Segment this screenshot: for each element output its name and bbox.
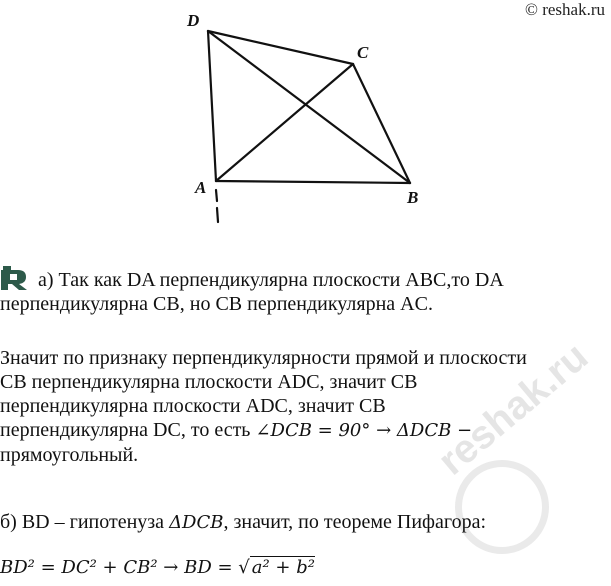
watermark-text: reshak.ru <box>430 334 597 484</box>
copyright-notice: © reshak.ru <box>525 0 605 19</box>
paragraph-a-line-1 <box>0 266 611 292</box>
sqrt-expression <box>238 556 315 580</box>
edge-AB <box>216 181 410 183</box>
solution-paragraph-a <box>0 266 611 316</box>
vertex-label-A: A <box>195 178 207 197</box>
sqrt-radicand: a² + b² <box>251 557 315 578</box>
paragraph-2-line-1: Значит по признаку перпендикулярности прямой и плоскости <box>0 347 527 369</box>
extension-dash-2 <box>217 208 218 222</box>
paragraph-a-line-2: перпендикулярна CB, но CB перпендикулярна AC. <box>0 293 433 315</box>
paragraph-b-suffix: , значит, по теореме Пифагора: <box>223 511 487 533</box>
paragraph-2-line-3: перпендикулярна плоскости ADC, значит CB <box>0 395 386 417</box>
pythagoras-formula <box>0 556 611 580</box>
paragraph-2-line-4 <box>0 418 611 443</box>
edge-DA <box>208 31 216 181</box>
solution-paragraph-2 <box>0 346 611 467</box>
tetrahedron-diagram <box>185 8 430 240</box>
extension-dash-1 <box>216 190 217 201</box>
vertex-label-C: C <box>357 43 369 62</box>
paragraph-2-line-2: CB перпендикулярна плоскости ADC, значит CB <box>0 371 418 393</box>
paragraph-b-line-1 <box>0 510 611 535</box>
paragraph-a-text-1: а) Так как DA перпендикулярна плоскости ABC,то DA <box>38 269 504 291</box>
edge-AC <box>216 64 353 181</box>
paragraph-b-prefix: б) BD – гипотенуза <box>0 511 170 533</box>
vertex-label-B: B <box>407 188 419 207</box>
formula-lhs: BD² = DC² + CB² → BD = <box>0 557 239 578</box>
watermark-circle <box>455 460 549 554</box>
vertex-label-D: D <box>187 11 200 30</box>
solution-paragraph-b <box>0 510 611 535</box>
angle-dcb-formula: ∠DCB = 90° → ΔDCB − <box>255 420 473 441</box>
sqrt-symbol: √ <box>238 557 250 578</box>
triangle-dcb-symbol: ΔDCB <box>169 512 224 533</box>
formula-line <box>0 556 611 580</box>
reshak-logo-icon <box>0 266 28 290</box>
edge-CB <box>353 64 410 183</box>
geometry-figure <box>185 8 430 240</box>
paragraph-2-line-5: прямоугольный. <box>0 444 139 466</box>
paragraph-2-line-4-text: перпендикулярна DC, то есть <box>0 419 256 441</box>
